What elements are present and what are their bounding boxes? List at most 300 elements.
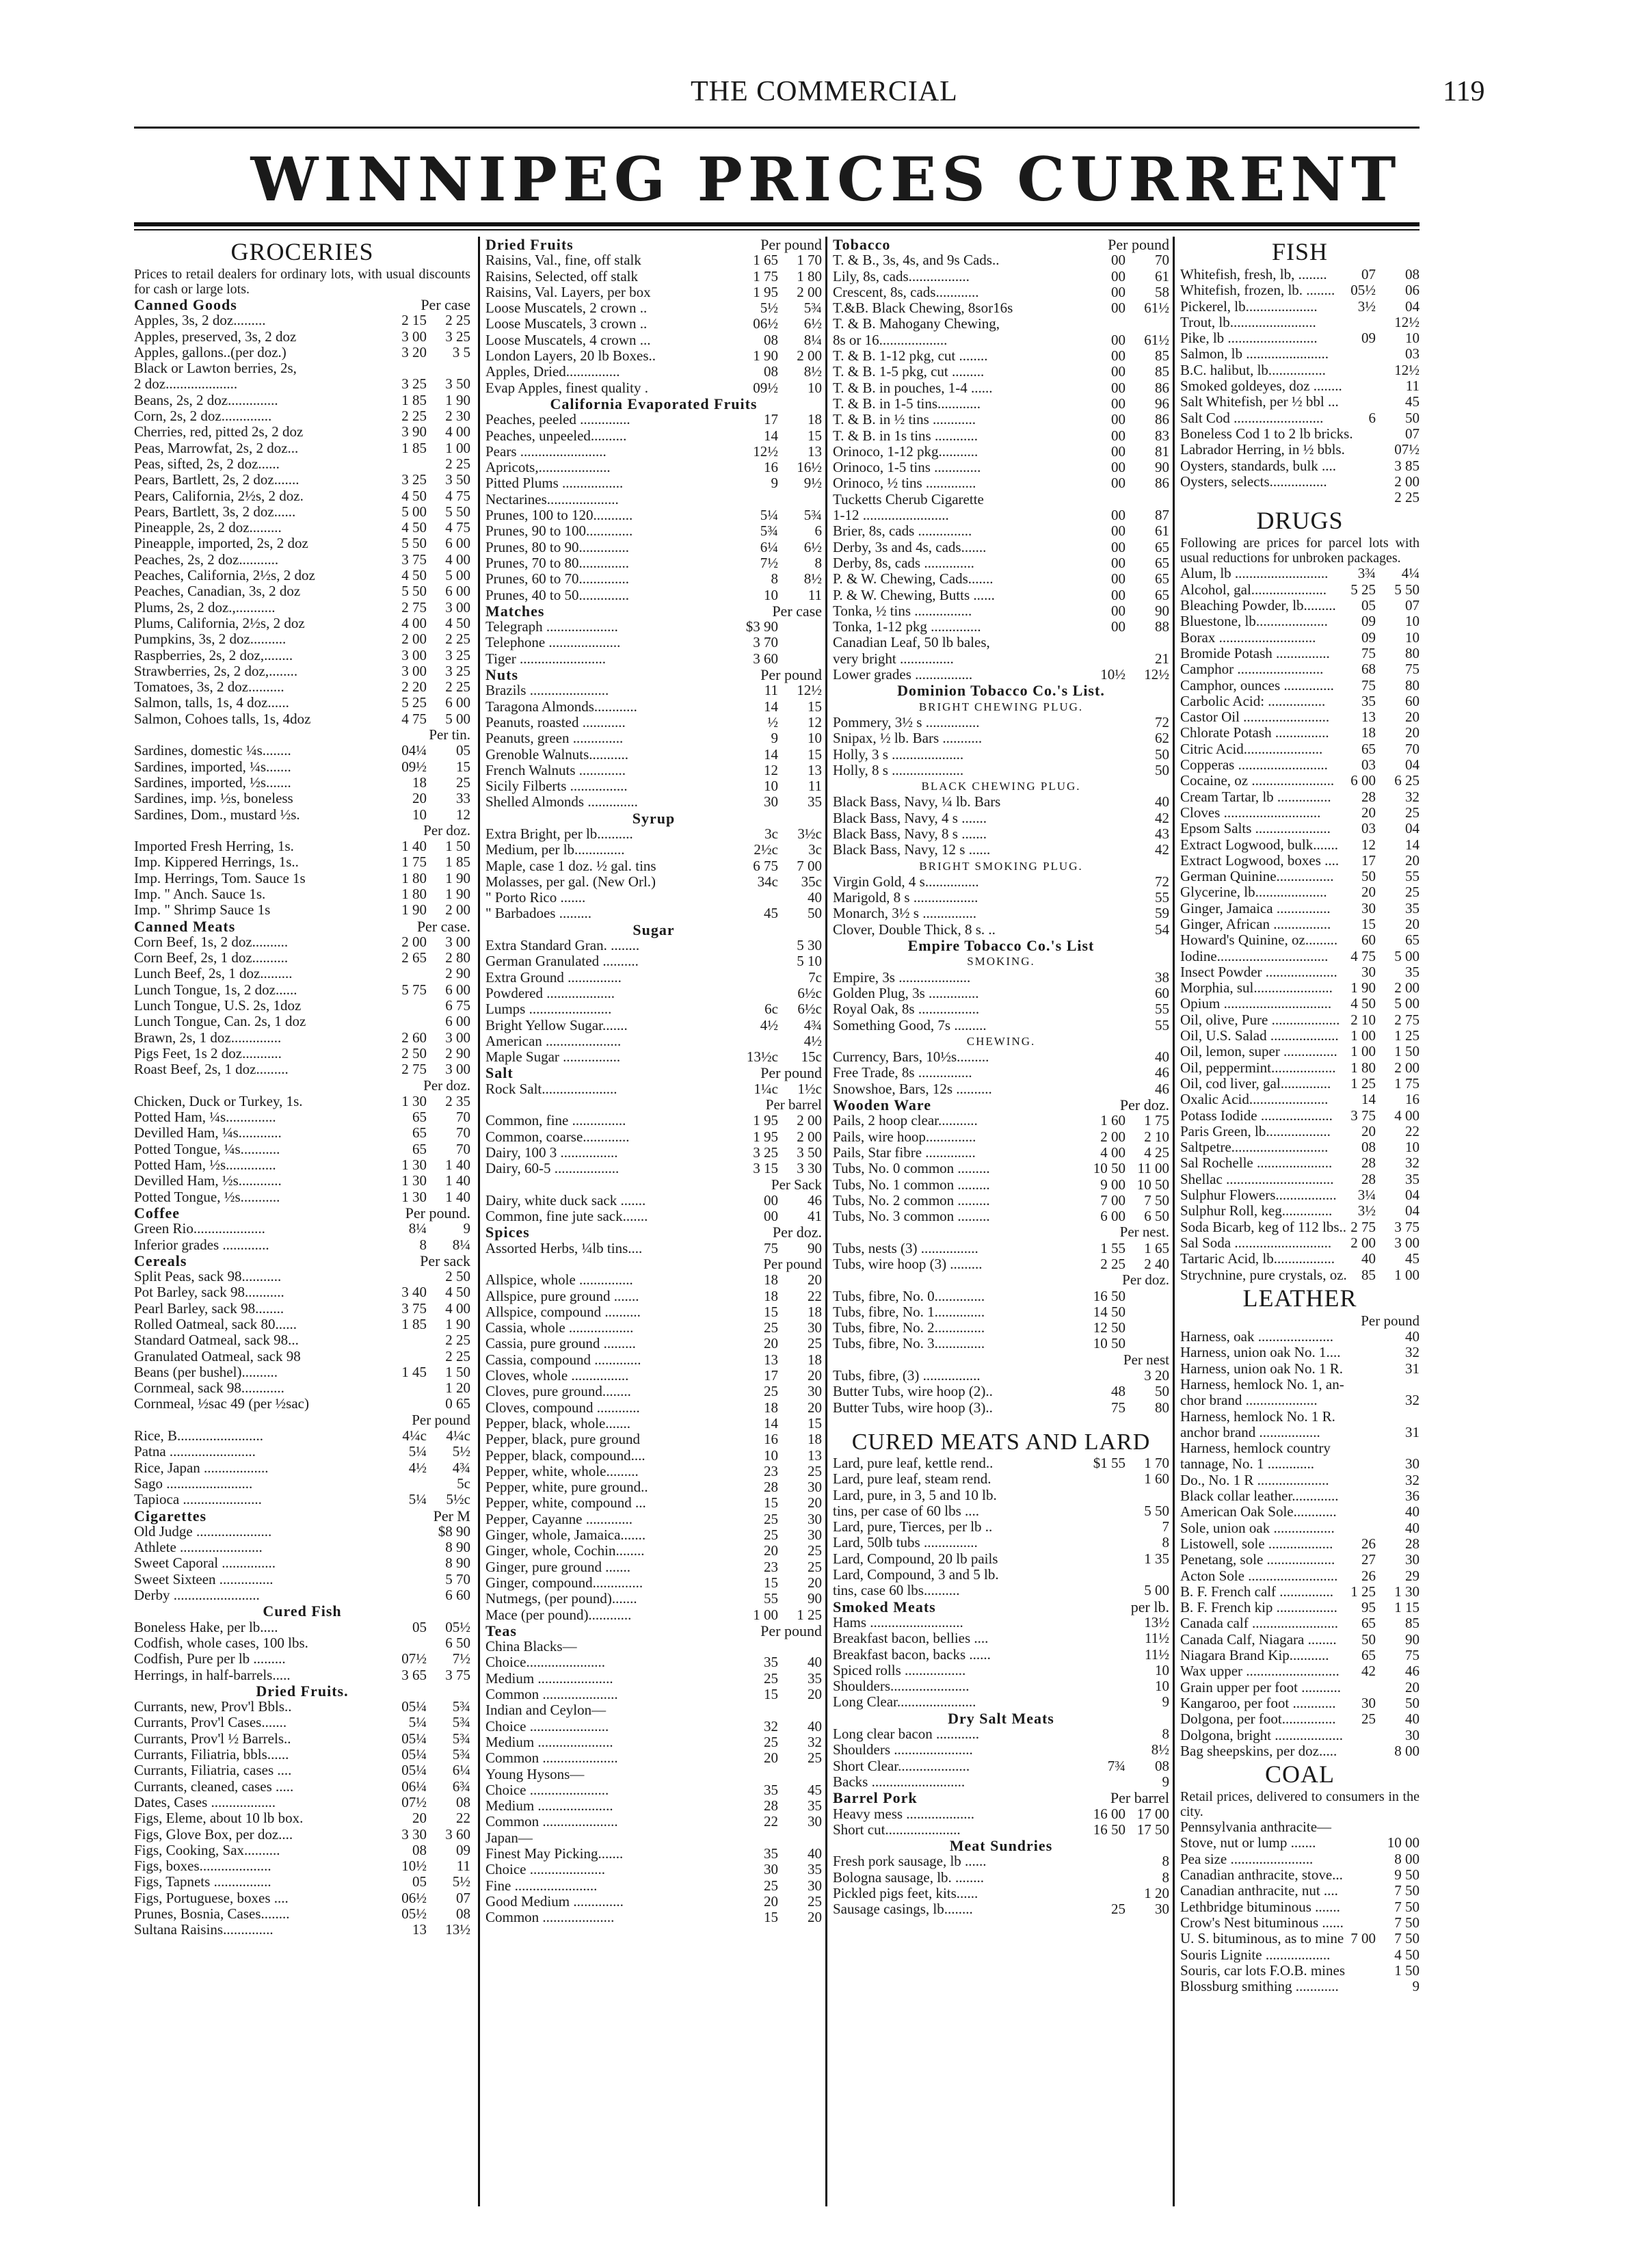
item-name: Smoked goldeyes, doz ........ [1180,378,1342,395]
price-high: 7 50 [1394,1930,1420,1947]
price-high: 28 [1405,1535,1420,1552]
section-heading: LEATHER [1242,1284,1357,1312]
price-low: 34c [757,873,778,890]
price-row [134,393,470,408]
item-name: Sulphur Roll, keg.............. [1180,1203,1333,1219]
price-high: 1 75 [1144,1112,1169,1129]
item-name: Black Bass, Navy, ¼ lb. Bars [833,794,1001,810]
item-name: tins, case 60 lbs.......... [833,1583,960,1599]
price-high: 20 [1405,709,1420,726]
price-low: 3¾ [1357,565,1376,582]
price-high [778,619,822,635]
item-name: Figs, Eleme, about 10 lb box. [134,1810,304,1827]
unit-label: Per Sack [771,1176,822,1193]
price-high: 88 [1155,618,1169,635]
price-low: 1 80 [401,869,427,886]
item-name: Indian and Ceylon— [485,1702,607,1719]
price-high: 9½ [803,475,822,492]
item-name: Lily, 8s, cads................. [833,268,970,285]
price-row [134,1094,470,1109]
header-rule [134,127,1420,129]
item-name: Cassia, pure ground ......... [485,1336,636,1352]
item-name: Ginger, African ................ [1180,916,1331,932]
price-high: 32 [808,1733,822,1750]
price-row [485,1272,822,1288]
price-row [485,364,822,380]
price-row [1180,426,1420,442]
price-low: 1 90 [401,901,427,919]
price-row [134,679,470,695]
price-low: 00 [1111,300,1125,317]
price-high: 6 [814,523,822,540]
price-row [1180,1361,1420,1377]
price-low: 06¼ [401,1778,427,1795]
unit-label: Per sack [420,1252,470,1269]
price-row [485,1782,822,1798]
price-row [485,778,822,794]
price-high: 29 [1405,1567,1420,1584]
price-high: 25 [1405,884,1420,901]
price-high: 5 30 [797,937,822,954]
price-row [134,1109,470,1125]
item-name: Sardines, imported, ½s....... [134,774,291,791]
price-high: 3 00 [445,1029,470,1046]
price-low: 75 [764,1239,778,1256]
price-row [833,252,1169,268]
item-name: Cloves, whole ................ [485,1368,629,1384]
price-high: 55 [1155,889,1169,906]
item-name: Oil, peppermint.................. [1180,1059,1336,1076]
price-row [833,1256,1169,1272]
price-high: 22 [456,1810,470,1827]
price-row [134,854,470,870]
price-high: 50 [1155,761,1169,778]
price-row [1180,1931,1420,1946]
journal-title: THE COMMERCIAL [691,76,958,107]
price-row [833,1742,1169,1758]
price-high: 65 [1155,586,1169,603]
price-high: 20 [808,1367,822,1384]
price-row [1180,1899,1420,1915]
price-high: 32 [1405,1344,1420,1361]
item-name: tannage, No. 1 ............. [1180,1456,1314,1473]
price-low: 5 75 [401,981,427,998]
price-low: 03 [1361,756,1376,774]
price-high [1125,1289,1169,1304]
price-low: 00 [1111,443,1125,460]
price-row [1180,566,1420,581]
item-name: Shelled Almonds .............. [485,794,638,810]
price-row [134,839,470,854]
item-name: Nectarines.................... [485,491,619,507]
price-high: 1 50 [1394,1962,1420,1979]
price-row [485,730,822,746]
price-high: 5 50 [1144,1502,1169,1519]
price-high: 25 [456,774,470,791]
price-high: 40 [1405,1328,1420,1345]
price-row [833,1241,1169,1256]
price-low: 13 [412,1921,427,1938]
item-name: Clover, Double Thick, 8 s. .. [833,921,996,938]
price-high: 8 90 [445,1555,470,1572]
item-name: Bromide Potash ............... [1180,645,1330,661]
subsection-heading: Coffee [134,1204,181,1222]
price-high: 85 [1155,363,1169,380]
price-row [134,1364,470,1380]
item-name: Long clear bacon ............ [833,1726,980,1743]
item-name: Pineapple, imported, 2s, 2 doz [134,536,308,552]
price-high: 30 [808,1319,822,1336]
price-high: 55 [1405,868,1420,885]
item-name: Peaches, peeled .............. [485,412,630,428]
item-name: Strychnine, pure crystals, oz. [1180,1267,1347,1283]
item-name: Tonka, ½ tins ................ [833,603,972,619]
price-row [833,970,1169,986]
price-high: 42 [1155,809,1169,826]
item-name: Tubs, wire hoop (3) ......... [833,1256,983,1272]
price-row [1180,630,1420,646]
price-high [778,1702,822,1718]
item-name: Currants, Prov'l ½ Barrels.. [134,1730,291,1747]
price-low: 15 [764,1686,778,1703]
price-high: 35 [808,1669,822,1687]
item-name: Tiger ........................ [485,650,606,667]
item-name: Imported Fresh Herring, 1s. [134,839,294,855]
price-row [134,1635,470,1651]
price-low: 00 [1111,411,1125,428]
price-row [833,603,1169,619]
price-high: 22 [1405,1122,1420,1139]
price-high: 1 65 [1144,1239,1169,1256]
price-low: 13 [764,1351,778,1368]
price-high [1125,1488,1169,1503]
price-low: 00 [1111,395,1125,412]
subsection-heading-row [485,1224,822,1240]
price-row [134,1189,470,1205]
price-low: 48 [1111,1383,1125,1400]
price-row [485,1910,822,1925]
item-name: Shellac .............................. [1180,1171,1334,1187]
price-row [134,1332,470,1348]
item-name: B. F. French calf ............... [1180,1583,1334,1600]
item-name: Japan— [485,1830,533,1846]
price-high: 8½ [803,363,822,380]
item-name: German Granulated .......... [485,953,639,970]
subsection-heading: Dried Fruits [485,237,574,253]
price-row [134,648,470,663]
price-high: 61 [1155,523,1169,540]
item-name: Loose Muscatels, 4 crown ... [485,332,651,348]
price-high: 30 [1405,1455,1420,1473]
price-row [485,1687,822,1702]
price-high: 4 50 [445,614,470,631]
price-row [833,1145,1169,1161]
price-row [833,444,1169,460]
item-name: Figs, boxes.................... [134,1858,271,1875]
unit-label: Per pound [1361,1312,1420,1329]
item-name: Young Hysons— [485,1766,585,1782]
item-name: T. & B. 1-12 pkg, cut ........ [833,348,988,365]
price-row [833,364,1169,380]
item-name: Common ..................... [485,1750,618,1767]
item-name: T. & B. in pouches, 1-4 ...... [833,380,993,396]
price-low: 8 [419,1236,427,1253]
price-high: 25 [1405,804,1420,821]
unit-label: Per pound [760,1064,822,1082]
item-name: Dolgona, bright ................... [1180,1727,1343,1743]
price-low: 5¼ [760,507,778,524]
price-row [134,1157,470,1173]
item-name: Sole, union oak ................. [1180,1520,1335,1536]
price-high: 30 [1405,1726,1420,1743]
unit-label: per lb. [1130,1598,1169,1615]
price-row [485,1814,822,1830]
subsection-heading: Syrup [632,809,676,827]
price-high: 16½ [797,459,822,476]
price-high: 08 [1405,266,1420,282]
price-high: 7 50 [1394,1898,1420,1915]
price-high: 3 25 [445,328,470,345]
price-row [833,380,1169,396]
item-name: Dolgona, per foot............... [1180,1711,1336,1728]
item-name: Black Bass, Navy, 4 s ....... [833,810,987,826]
price-row [833,1870,1169,1886]
price-high: 54 [1155,921,1169,938]
item-name: Pears, California, 2½s, 2 doz. [134,488,304,504]
price-row [1180,1044,1420,1059]
price-row [1180,1680,1420,1695]
item-name: Harness, hemlock country [1180,1440,1331,1457]
price-low: 16 [764,1431,778,1448]
price-row [134,1763,470,1778]
price-row [485,986,822,1001]
price-high: 25 [808,1462,822,1479]
price-low: 00 [1111,459,1125,476]
price-row [485,763,822,778]
price-high: 10 [1405,613,1420,630]
item-name: Cloves, compound ............ [485,1399,640,1416]
unit-label: Per barrel [1110,1789,1169,1807]
item-name: Devilled Ham, ¼s............ [134,1125,282,1141]
item-name: Fresh pork sausage, lb ...... [833,1853,987,1870]
price-high: 31 [1405,1360,1420,1377]
price-low: 20 [1361,804,1376,821]
price-high: 1½c [797,1080,822,1097]
item-name: " Barbadoes ......... [485,906,591,922]
price-row [1180,805,1420,821]
price-high: 2 10 [1144,1128,1169,1145]
price-low: 05¼ [401,1730,427,1747]
item-name: Salmon, talls, 1s, 4 doz...... [134,695,289,711]
price-high: 58 [1155,283,1169,300]
price-row [1180,1012,1420,1028]
item-name: Bologna sausage, lb. ........ [833,1869,985,1886]
price-row [1180,1329,1420,1345]
item-name: Oxalic Acid...................... [1180,1092,1329,1108]
price-high: 3 00 [445,933,470,950]
item-name: Beans, 2s, 2 doz.............. [134,392,278,408]
price-row [134,504,470,520]
item-name: Prunes, 80 to 90.............. [485,539,629,555]
price-high: 1 35 [1144,1550,1169,1567]
price-low: $3 90 [745,618,778,635]
price-low: 14 [764,698,778,715]
price-low: 14 [764,427,778,444]
price-low: 28 [1361,1154,1376,1172]
price-high: 8½ [803,570,822,588]
price-high: 80 [1405,676,1420,694]
price-low: 1 85 [401,439,427,456]
price-row [1180,1409,1420,1425]
price-row [833,1384,1169,1399]
column-divider [825,237,827,2206]
price-low: 6 [1368,409,1376,426]
price-row [833,1694,1169,1710]
item-name: Pepper, black, compound.... [485,1447,645,1464]
price-high: 1 30 [1394,1583,1420,1600]
price-row [485,1289,822,1304]
price-low: 45 [764,905,778,922]
price-low: 2 00 [401,631,427,648]
unit-label: Per doz. [423,1077,470,1094]
price-high: 11 [808,586,822,603]
item-name: Peaches, 2s, 2 doz........... [134,551,279,568]
price-high [1125,1304,1169,1320]
price-row [833,396,1169,412]
price-row [833,571,1169,587]
price-row [134,440,470,456]
price-high: 38 [1155,968,1169,986]
item-name: Souris Lignite .................. [1180,1946,1331,1963]
price-high: 12½ [1394,361,1420,378]
item-name: Monarch, 3½ s ............... [833,906,976,922]
item-name: Imp. Herrings, Tom. Sauce 1s [134,870,306,886]
price-high: 65 [1155,570,1169,588]
price-high: 25 [808,1750,822,1767]
item-name: Common ..................... [485,1687,618,1703]
price-low: 25 [1111,1901,1125,1918]
item-name: Wax upper .......................... [1180,1663,1340,1680]
price-row [485,1495,822,1511]
price-low: 00 [1111,602,1125,619]
unit-label: Per pound [763,1256,822,1272]
price-low: 5¼ [408,1491,427,1508]
item-name: T. & B. Mahogany Chewing, [833,316,1000,332]
item-name: Finest May Picking....... [485,1845,624,1862]
price-low: 85 [1361,1266,1376,1283]
item-name: Cocaine, oz ....................... [1180,773,1335,789]
price-high: 30 [808,1383,822,1400]
price-low: 1 30 [401,1092,427,1109]
subsection-heading: Salt [485,1064,514,1082]
price-row [1180,490,1420,505]
item-name: Currants, new, Prov'l Bbls.. [134,1699,292,1715]
item-name: Salmon, Cohoes talls, 1s, 4doz [134,711,311,727]
price-low: 00 [1111,379,1125,396]
price-high: 12½ [797,682,822,699]
item-name: Golden Plug, 3s .............. [833,985,979,1001]
price-low: 4 75 [401,710,427,727]
price-row [485,1049,822,1065]
banner-rule-thin [134,229,1420,230]
item-name: Currants, Filiatria, cases .... [134,1763,292,1779]
item-name: Pitted Plums ................. [485,475,624,492]
price-low: 20 [412,1810,427,1827]
section-heading: FISH [1271,238,1329,265]
price-row [485,269,822,285]
price-low: 08 [764,331,778,348]
price-high: 20 [1405,1678,1420,1695]
price-row [1180,1663,1420,1679]
item-name: Butter Tubs, wire hoop (3).. [833,1399,993,1416]
price-row [134,536,470,551]
price-high: 5¾ [803,300,822,317]
price-low: 2 75 [401,598,427,616]
price-row [833,523,1169,539]
price-low: 4 50 [1350,995,1376,1012]
price-high: 6 00 [445,583,470,600]
price-high: 09 [456,1841,470,1858]
price-high: 83 [1155,427,1169,444]
item-name: Old Judge ..................... [134,1523,272,1540]
price-high: 12 [808,713,822,730]
unit-label: Per nest. [1119,1224,1169,1241]
price-high: 65 [1155,554,1169,571]
price-high: 7 [1162,1518,1169,1535]
price-high: 6½ [803,315,822,332]
subsection-heading-row [833,1599,1169,1615]
price-high: 07 [1405,425,1420,442]
item-name: Imp. " Anch. Sauce 1s. [134,886,266,902]
price-high: 15 [808,427,822,444]
price-row [134,1317,470,1332]
price-low: 25 [764,1383,778,1400]
price-high: 13 [808,761,822,778]
item-name: Pepper, black, whole....... [485,1415,631,1431]
subsection-label: BLACK CHEWING PLUG. [921,780,1081,793]
price-high: 1 00 [445,439,470,456]
price-row [833,1049,1169,1065]
item-name: Powdered ................... [485,985,615,1001]
price-low: 9 [771,730,778,747]
item-name: Grenoble Walnuts........... [485,746,629,763]
item-name: Stove, nut or lump ....... [1180,1835,1316,1851]
item-name: Loose Muscatels, 2 crown .. [485,300,648,317]
price-low: 3 70 [753,634,778,651]
price-high: 46 [1155,1080,1169,1097]
price-high: 20 [808,1909,822,1926]
price-low: 95 [1361,1599,1376,1616]
price-low: 4½ [408,1459,427,1476]
item-name: Trout, lb........................ [1180,314,1316,330]
price-low: 13 [1361,709,1376,726]
price-row [485,1671,822,1687]
price-row [134,1173,470,1189]
item-name: Chicken, Duck or Turkey, 1s. [134,1093,303,1109]
item-name: Bright Yellow Sugar....... [485,1017,628,1033]
price-low: 3¼ [1357,1187,1376,1204]
price-low: 65 [1361,1615,1376,1632]
price-high: 4½ [803,1032,822,1049]
price-low: 1 40 [401,838,427,855]
subsection-heading-row [134,919,470,934]
item-name: Allspice, pure ground ....... [485,1288,639,1304]
price-row [134,1141,470,1157]
item-name: 1-12 ........................ [833,507,949,524]
item-name: Ginger, compound.............. [485,1574,643,1591]
price-row [1180,741,1420,757]
price-row [1180,1187,1420,1203]
